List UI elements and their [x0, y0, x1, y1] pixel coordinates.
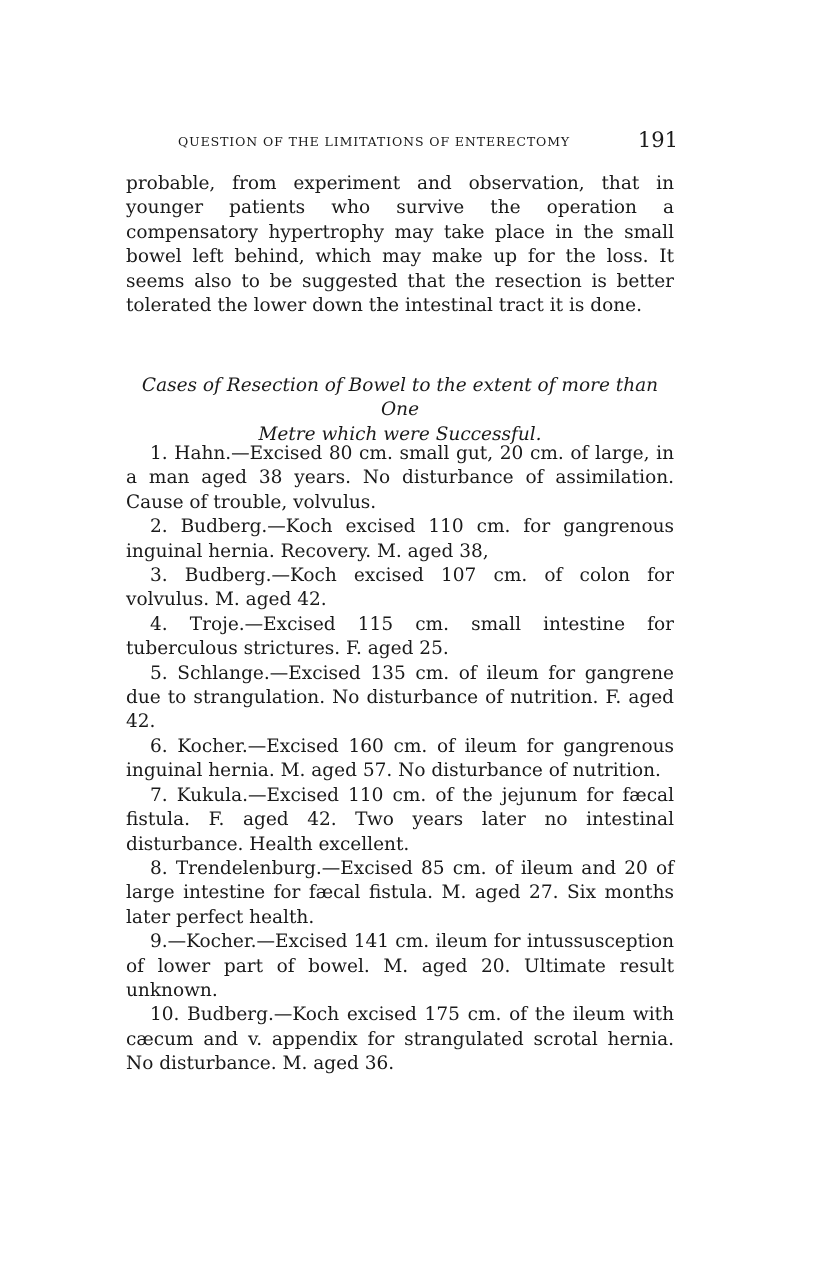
- case-item: 6. Kocher.—Excised 160 cm. of ileum for gangrenous inguinal hernia. M. aged 57. No disturbance of nutrition.: [126, 735, 674, 782]
- section-heading-line-1: Cases of Resection of Bowel to the extent of more than One: [141, 375, 659, 421]
- running-head: [178, 128, 678, 156]
- intro-section: [126, 172, 674, 318]
- case-item: 8. Trendelenburg.—Excised 85 cm. of ileum and 20 of large intestine for fæcal fistula. M. aged 27. Six months later perfect health.: [126, 857, 674, 928]
- case-item: 4. Troje.—Excised 115 cm. small intestine for tuberculous strictures. F. aged 25.: [126, 613, 674, 660]
- case-list: [126, 442, 674, 1077]
- section-heading-line-2: Metre which were Successful.: [258, 423, 542, 445]
- page-number: 191: [637, 128, 678, 152]
- case-item: 5. Schlange.—Excised 135 cm. of ileum for gangrene due to strangulation. No disturbance of nutrition. F. aged 42.: [126, 662, 674, 733]
- case-item: 10. Budberg.—Koch excised 175 cm. of the ileum with cæcum and v. appendix for strangulated scrotal hernia. No disturbance. M. aged 36.: [126, 1004, 674, 1075]
- case-item: 2. Budberg.—Koch excised 110 cm. for gangrenous inguinal hernia. Recovery. M. aged 38,: [126, 516, 674, 562]
- case-item: 7. Kukula.—Excised 110 cm. of the jejunum for fæcal fistula. F. aged 42. Two years later no intestinal disturbance. Health excellent.: [126, 784, 674, 855]
- case-item: 9.—Kocher.—Excised 141 cm. ileum for intussusception of lower part of bowel. M. aged 20. Ultimate result unknown.: [126, 931, 674, 1001]
- case-item: 1. Hahn.—Excised 80 cm. small gut, 20 cm. of large, in a man aged 38 years. No disturbance of assimilation. Cause of trouble, volvulus.: [126, 443, 674, 513]
- intro-paragraph: probable, from experiment and observation, that in younger patients who survive the operation a compensatory hypertrophy may take place in the small bowel left behind, which may make up for the loss. It seems also to be suggested that the resection is better tolerated the lower down the intestinal tract it is done.: [126, 173, 674, 317]
- section-heading: [126, 374, 674, 447]
- case-item: 3. Budberg.—Koch excised 107 cm. of colon for volvulus. M. aged 42.: [126, 565, 674, 611]
- running-title: QUESTION OF THE LIMITATIONS OF ENTERECTOMY: [178, 134, 571, 149]
